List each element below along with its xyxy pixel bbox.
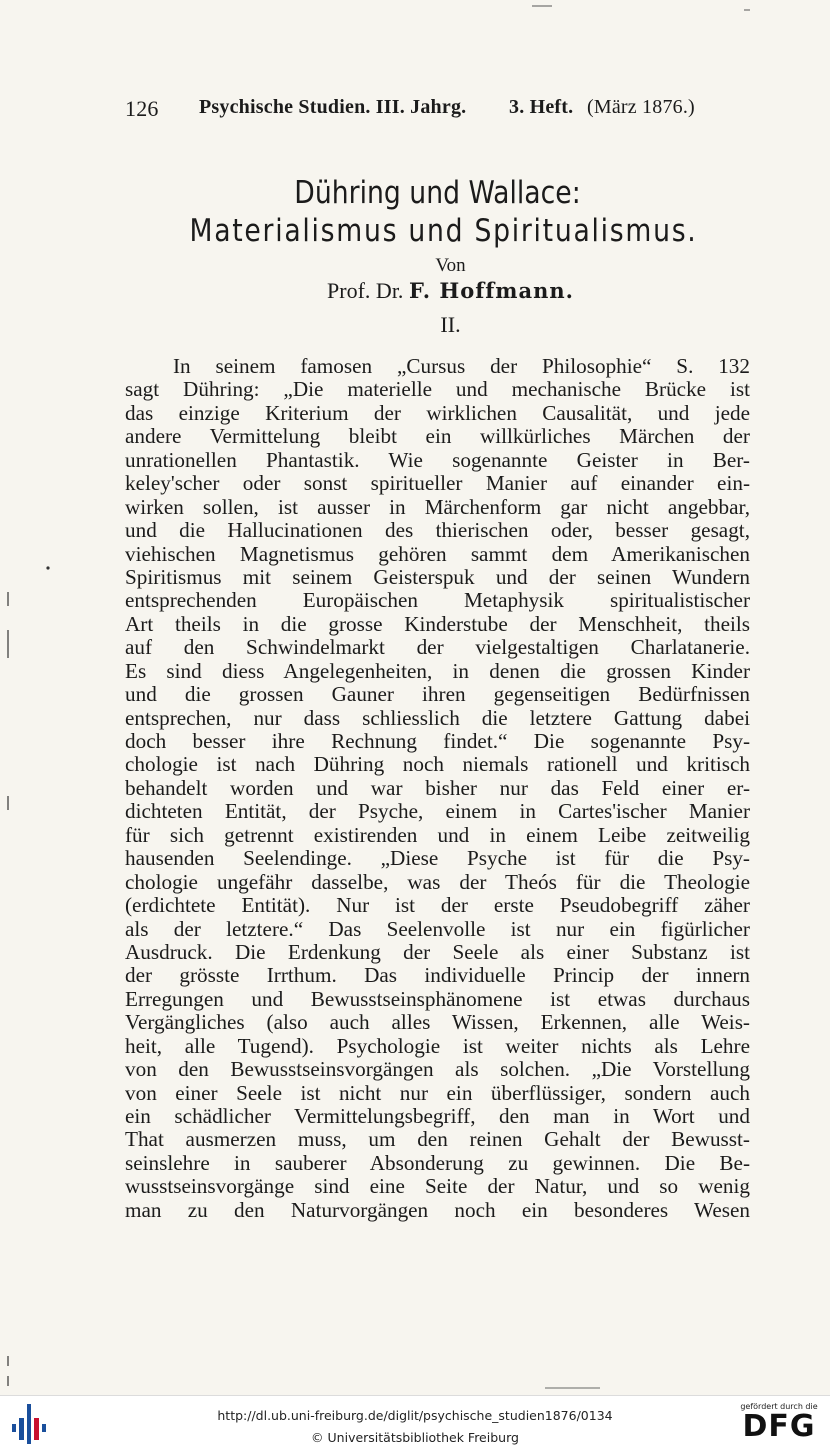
- text-line: wirken sollen, ist ausser in Märchenform gar nicht angebbar,: [125, 495, 750, 519]
- text-line: chologie ungefähr dasselbe, was der Theós für die Theologie: [125, 870, 750, 894]
- text-line: Spiritismus mit seinem Geisterspuk und der seinen Wundern: [125, 565, 750, 589]
- text-line: Art theils in die grosse Kinderstube der Menschheit, theils: [125, 612, 750, 636]
- text-line: Erregungen und Bewusstseinsphänomene ist etwas durchaus: [125, 987, 750, 1011]
- text-line: unrationellen Phantastik. Wie sogenannte Geister in Ber-: [125, 448, 750, 472]
- text-line: wusstseinsvorgänge sind eine Seite der Natur, und so wenig: [125, 1175, 750, 1199]
- issue-number: 3. Heft.: [509, 96, 574, 118]
- issue-date: (März 1876.): [587, 96, 695, 118]
- article-title-block: [125, 175, 750, 339]
- text-line: andere Vermittelung bleibt ein willkürliches Märchen der: [125, 425, 750, 449]
- author-line: [151, 277, 750, 305]
- text-line: viehischen Magnetismus gehören sammt dem Amerikanischen: [125, 542, 750, 566]
- article-body: [125, 355, 750, 1222]
- permalink-url[interactable]: http://dl.ub.uni-freiburg.de/diglit/psychische_studien1876/0134: [217, 1408, 613, 1423]
- text-line: von den Bewusstseinsvorgängen als solchen. „Die Vorstellung: [125, 1058, 750, 1082]
- byline-von: Von: [435, 255, 466, 276]
- text-line: der grösste Irrthum. Das individuelle Princip der innern: [125, 964, 750, 988]
- text-line: ein schädlicher Vermittelungsbegriff, den man in Wort und: [125, 1105, 750, 1128]
- text-line: als der letztere.“ Das Seelenvolle ist nur ein figürlicher: [125, 917, 750, 941]
- journal-title: Psychische Studien. III. Jahrg.: [199, 96, 467, 118]
- dfg-wordmark: DFG: [742, 1409, 816, 1444]
- text-line: heit, alle Tugend). Psychologie ist weiter nichts als Lehre: [125, 1034, 750, 1058]
- page-number: 126: [125, 96, 159, 121]
- text-line: für sich getrennt existirenden und in einem Leibe zeitweilig: [125, 823, 750, 847]
- text-line: Vergängliches (also auch alles Wissen, Erkennen, alle Weis-: [125, 1011, 750, 1035]
- section-number: II.: [440, 312, 461, 337]
- dfg-funding-note: gefördert durch die: [740, 1402, 818, 1411]
- author-name: F. Hoffmann.: [408, 278, 574, 303]
- text-line: hausenden Seelendinge. „Diese Psyche ist für die Psy-: [125, 847, 750, 871]
- text-line: und die grossen Gauner ihren gegenseitigen Bedürfnissen: [125, 683, 750, 707]
- text-line: behandelt worden und war bisher nur das Feld einer er-: [125, 776, 750, 800]
- text-line: man zu den Naturvorgängen noch ein besonderes Wesen: [125, 1198, 750, 1222]
- author-prefix: Prof. Dr.: [327, 278, 404, 303]
- text-line: That ausmerzen muss, um den reinen Gehalt der Bewusst-: [125, 1128, 750, 1152]
- text-line: entsprechenden Europäischen Metaphysik spiritualistischer: [125, 589, 750, 613]
- text-line: von einer Seele ist nicht nur ein überflüssiger, sondern auch: [125, 1081, 750, 1105]
- article-title-line-1: Dühring und Wallace:: [294, 175, 581, 211]
- article-title-line-2: Materialismus und Spiritualismus.: [189, 213, 698, 249]
- text-line: Es sind diess Angelegenheiten, in denen die grossen Kinder: [125, 659, 750, 683]
- text-line: chologie ist nach Dühring noch niemals rationell und kritisch: [125, 753, 750, 777]
- text-line: und die Hallucinationen des thierischen oder, besser gesagt,: [125, 519, 750, 543]
- text-line: das einzige Kriterium der wirklichen Causalität, und jede: [125, 401, 750, 425]
- running-header: [125, 96, 700, 122]
- text-line: In seinem famosen „Cursus der Philosophie“ S. 132: [173, 355, 750, 378]
- text-line: sagt Dühring: „Die materielle und mechanische Brücke ist: [125, 378, 750, 402]
- copyright-notice: © Universitätsbibliothek Freiburg: [311, 1430, 519, 1445]
- text-line: Ausdruck. Die Erdenkung der Seele als einer Substanz ist: [125, 940, 750, 964]
- viewer-footer: [0, 1395, 830, 1454]
- dfg-logo-icon: [736, 1402, 822, 1443]
- text-line: keley'scher oder sonst spiritueller Manier auf einander ein-: [125, 472, 750, 496]
- text-line: seinslehre in sauberer Absonderung zu gewinnen. Die Be-: [125, 1151, 750, 1175]
- text-line: doch besser ihre Rechnung findet.“ Die sogenannte Psy-: [125, 730, 750, 753]
- text-line: dichteten Entität, der Psyche, einem in Cartes'ischer Manier: [125, 800, 750, 824]
- text-line: entsprechen, nur dass schliesslich die letztere Gattung dabei: [125, 706, 750, 730]
- text-line: auf den Schwindelmarkt der vielgestaltigen Charlatanerie.: [125, 636, 750, 660]
- text-line: (erdichtete Entität). Nur ist der erste Pseudobegriff zäher: [125, 894, 750, 918]
